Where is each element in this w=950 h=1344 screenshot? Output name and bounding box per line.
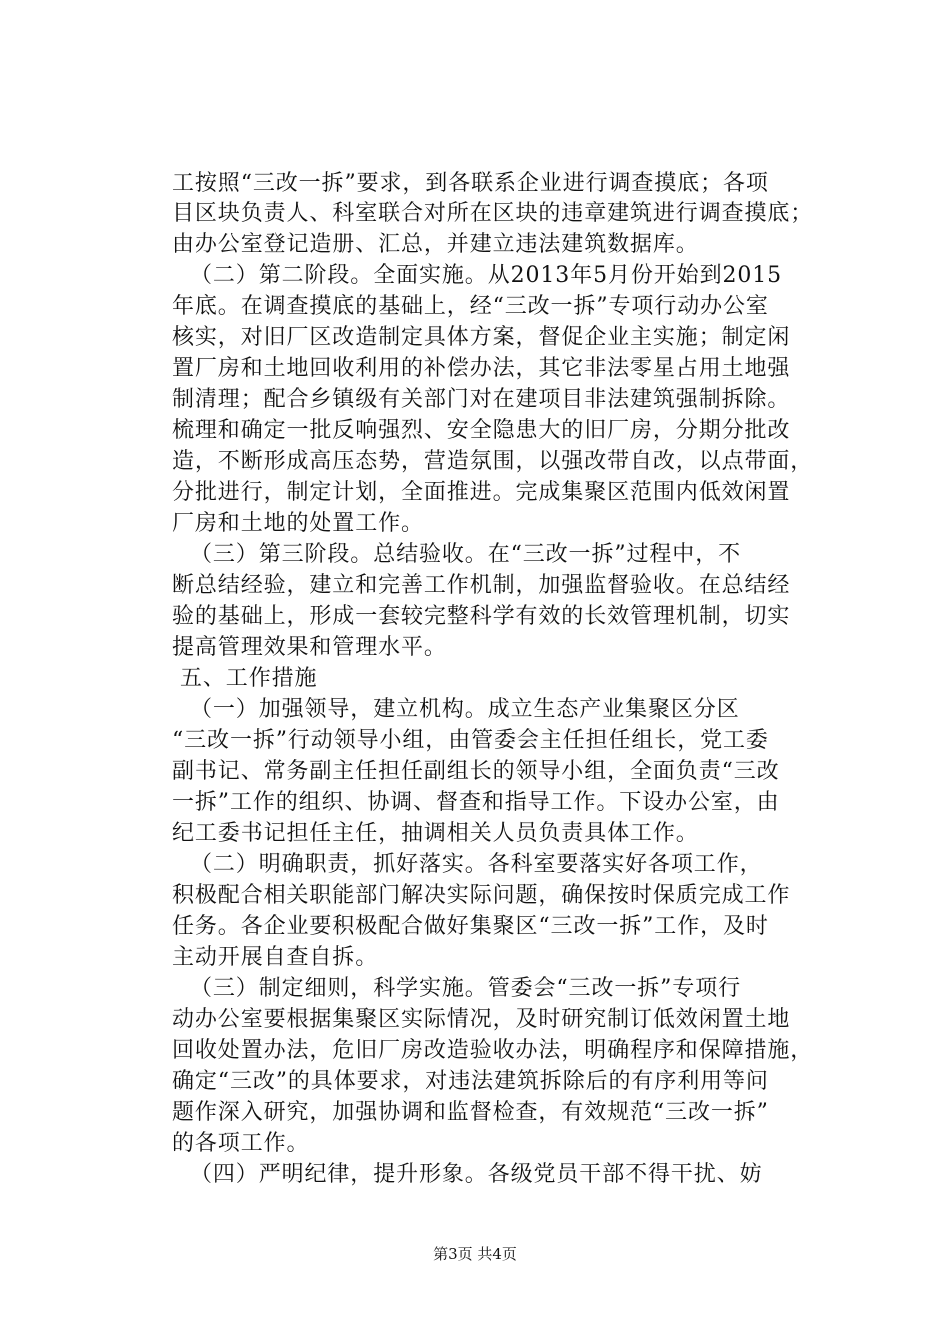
body-text-line: 目区块负责人、科室联合对所在区块的违章建筑进行调查摸底；: [172, 201, 814, 226]
body-text-line: 提高管理效果和管理水平。: [172, 635, 447, 660]
body-text-line: 主动开展自查自拆。: [172, 945, 379, 970]
body-text-line: 一拆”工作的组织、协调、督查和指导工作。下设办公室，由: [172, 790, 780, 815]
body-text-line: 确定“三改”的具体要求，对违法建筑拆除后的有序利用等问: [172, 1069, 769, 1094]
body-text-line: 工按照“三改一拆”要求，到各联系企业进行调查摸底；各项: [172, 171, 769, 196]
body-text-line: 制清理；配合乡镇级有关部门对在建项目非法建筑强制拆除。: [172, 387, 791, 412]
paragraph-first-line: （四）严明纪律，提升形象。各级党员干部不得干扰、妨: [190, 1162, 763, 1187]
body-text-line: 验的基础上，形成一套较完整科学有效的长效管理机制，切实: [172, 604, 791, 629]
body-text-line: 年底。在调查摸底的基础上，经“三改一拆”专项行动办公室: [172, 294, 769, 319]
body-text-line: 副书记、常务副主任担任副组长的领导小组，全面负责“三改: [172, 759, 780, 784]
body-text-line: 回收处置办法，危旧厂房改造验收办法，明确程序和保障措施，: [172, 1038, 814, 1063]
paragraph-first-line: （二）明确职责，抓好落实。各科室要落实好各项工作，: [190, 852, 763, 877]
page-number-footer: 第3页 共4页: [433, 1245, 517, 1263]
body-text-line: 题作深入研究，加强协调和监督检查，有效规范“三改一拆”: [172, 1100, 769, 1125]
body-text-line: 任务。各企业要积极配合做好集聚区“三改一拆”工作，及时: [172, 914, 769, 939]
body-text-line: 动办公室要根据集聚区实际情况，及时研究制订低效闲置土地: [172, 1007, 791, 1032]
paragraph-first-line: （一）加强领导，建立机构。成立生态产业集聚区分区: [190, 697, 740, 722]
body-text-line: 核实，对旧厂区改造制定具体方案，督促企业主实施；制定闲: [172, 325, 791, 350]
body-text-line: 由办公室登记造册、汇总，并建立违法建筑数据库。: [172, 232, 699, 257]
body-text-line: 断总结经验，建立和完善工作机制，加强监督验收。在总结经: [172, 573, 791, 598]
body-text-line: 分批进行，制定计划，全面推进。完成集聚区范围内低效闲置: [172, 480, 791, 505]
paragraph-first-line: （二）第二阶段。全面实施。从2013年5月份开始到2015: [190, 263, 783, 288]
body-text-line: 造，不断形成高压态势，营造氛围，以强改带自改，以点带面，: [172, 449, 814, 474]
body-text-line: “三改一拆”行动领导小组，由管委会主任担任组长，党工委: [172, 728, 769, 753]
paragraph-first-line: （三）制定细则，科学实施。管委会“三改一拆”专项行: [190, 976, 741, 1001]
section-heading: 五、工作措施: [180, 666, 318, 691]
body-text-line: 置厂房和土地回收利用的补偿办法，其它非法零星占用土地强: [172, 356, 791, 381]
paragraph-first-line: （三）第三阶段。总结验收。在“三改一拆”过程中，不: [190, 542, 741, 567]
body-text-line: 厂房和土地的处置工作。: [172, 511, 424, 536]
body-text-line: 纪工委书记担任主任，抽调相关人员负责具体工作。: [172, 821, 699, 846]
body-text-line: 的各项工作。: [172, 1131, 310, 1156]
body-text-line: 梳理和确定一批反响强烈、安全隐患大的旧厂房，分期分批改: [172, 418, 791, 443]
body-text-line: 积极配合相关职能部门解决实际问题，确保按时保质完成工作: [172, 883, 791, 908]
